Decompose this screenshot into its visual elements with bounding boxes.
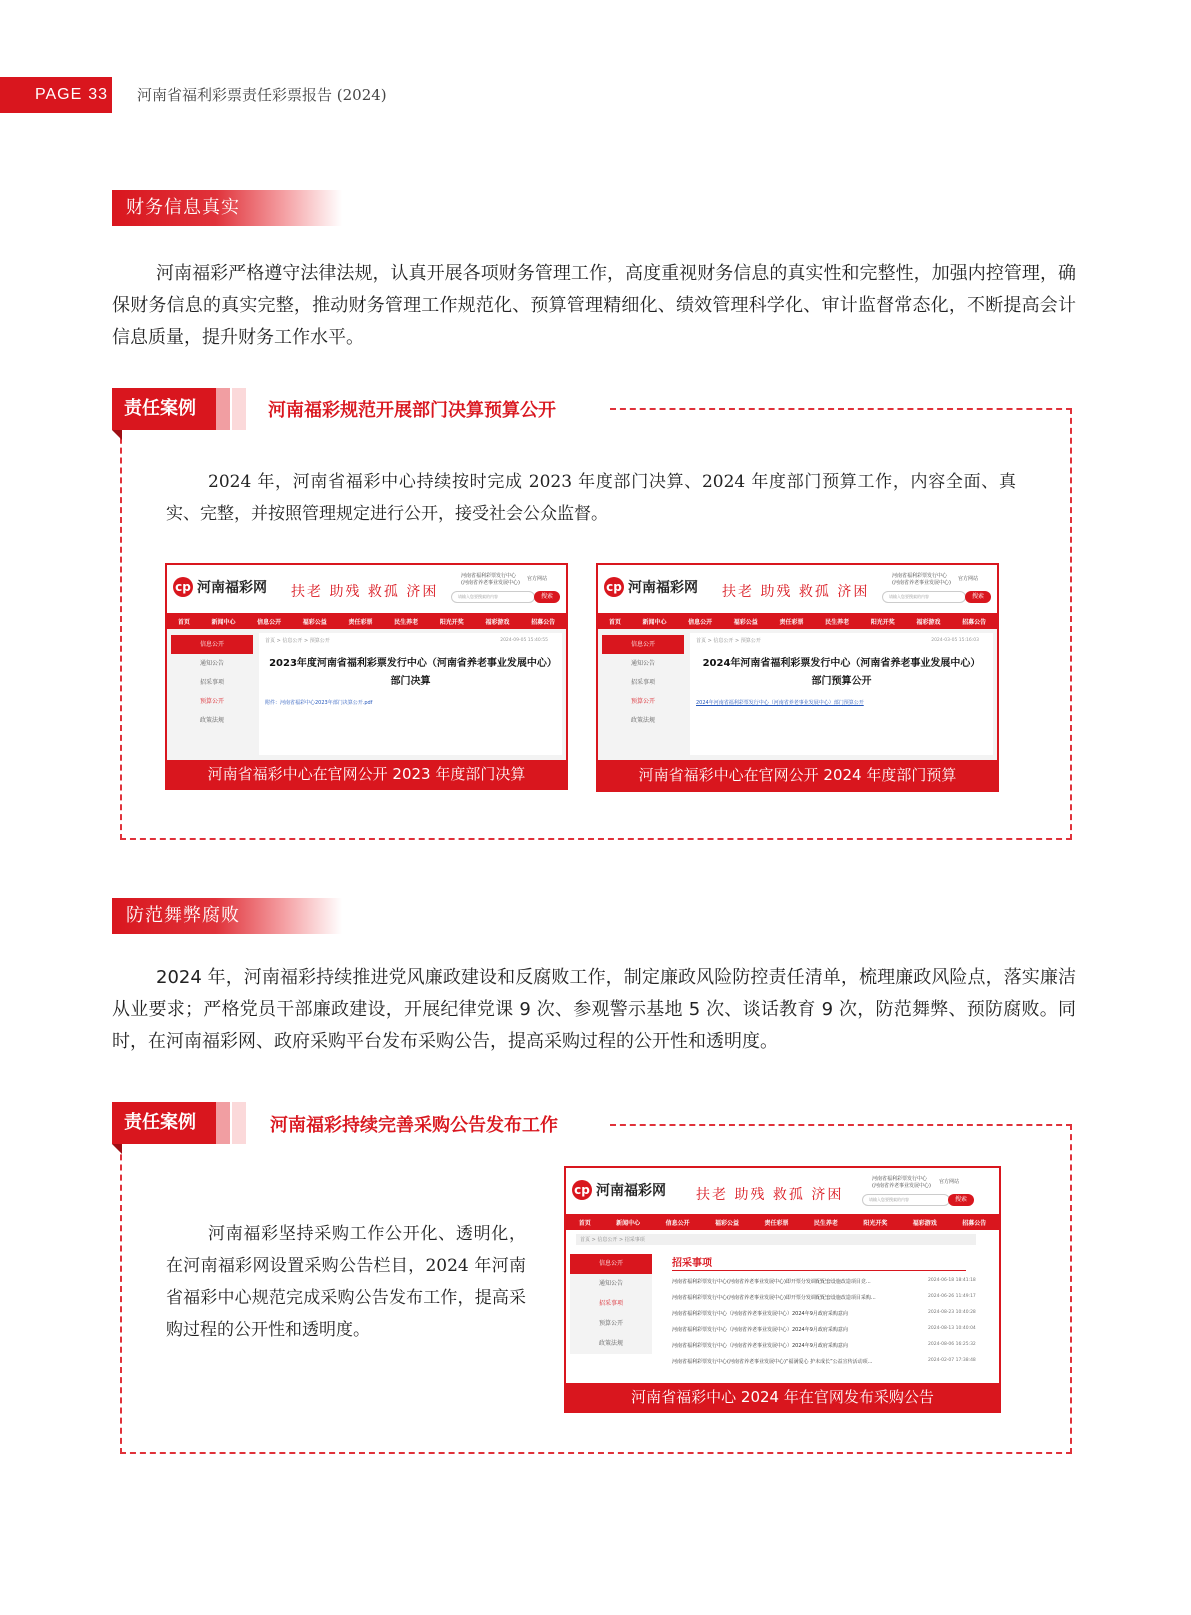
search-button[interactable]: 搜索 — [948, 1194, 974, 1206]
website-screenshot-procurement — [564, 1166, 1001, 1413]
nav-item[interactable]: 招募公告 — [962, 1219, 987, 1227]
nav-item[interactable]: 阳光开奖 — [870, 618, 895, 626]
list-item-date: 2024-08-06 16:25:32 — [928, 1342, 976, 1347]
list-item-date: 2024-08-23 10:40:28 — [928, 1310, 976, 1315]
nav-item[interactable]: 首页 — [608, 618, 621, 626]
figure-caption: 河南省福彩中心 2024 年在官网发布采购公告 — [566, 1383, 999, 1411]
side-item[interactable]: 预算公开 — [630, 698, 655, 705]
nav-item[interactable]: 招募公告 — [531, 618, 556, 626]
site-org — [872, 1176, 931, 1190]
side-item[interactable]: 招采事项 — [598, 1300, 623, 1307]
page-label: PAGE — [35, 86, 83, 103]
side-item[interactable]: 通知公告 — [630, 660, 655, 667]
site-name: 河南福彩网 — [596, 1183, 666, 1199]
section-heading-finance: 财务信息真实 — [112, 190, 342, 226]
site-nav — [167, 613, 566, 629]
site-logo — [604, 577, 698, 597]
case-box-top-border — [610, 408, 1072, 410]
fucai-logo-icon: cp — [173, 577, 193, 597]
list-item-date: 2024-06-18 18:41:18 — [928, 1278, 976, 1283]
list-item-date: 2024-06-26 11:49:17 — [928, 1294, 976, 1299]
nav-item[interactable]: 责任彩票 — [779, 618, 804, 626]
nav-item[interactable]: 新闻中心 — [616, 1219, 641, 1227]
site-body — [566, 1230, 999, 1383]
nav-item[interactable]: 福彩游戏 — [485, 618, 510, 626]
side-item[interactable]: 预算公开 — [598, 1320, 623, 1327]
site-official: 官方网站 — [958, 576, 979, 582]
section-paragraph-anticorruption: 2024 年，河南福彩持续推进党风廉政建设和反腐败工作，制定廉政风险防控责任清单，梳理廉政风险点，落实廉洁从业要求；严格党员干部廉政建设，开展纪律党课 9 次、参观警示基地 5 次、谈话教育 9 次，防范舞弊、预防腐败。同时，在河南福彩网、政府采购平台发布采购公告，提高采购过程的公开性和透明度。 — [112, 967, 1076, 1052]
side-item[interactable]: 政策法规 — [199, 717, 224, 724]
nav-item[interactable]: 责任彩票 — [348, 618, 373, 626]
site-logo — [173, 577, 267, 597]
side-item[interactable]: 通知公告 — [598, 1280, 623, 1287]
site-name: 河南福彩网 — [628, 580, 698, 596]
nav-item[interactable]: 民生养老 — [813, 1219, 838, 1227]
nav-item[interactable]: 福彩公益 — [715, 1219, 740, 1227]
site-nav — [598, 613, 997, 629]
side-item[interactable]: 预算公开 — [199, 698, 224, 705]
side-item[interactable]: 通知公告 — [199, 660, 224, 667]
nav-item[interactable]: 福彩游戏 — [916, 618, 941, 626]
site-body — [598, 629, 997, 762]
nav-item[interactable]: 新闻中心 — [211, 618, 236, 626]
org-line1: 河南省福利彩票发行中心 — [461, 573, 517, 579]
case-label-fold — [112, 430, 122, 440]
list-title: 招采事项 — [672, 1258, 712, 1269]
nav-item[interactable]: 信息公开 — [688, 618, 713, 626]
case-title-procurement: 河南福彩持续完善采购公告发布工作 — [270, 1115, 558, 1136]
nav-item[interactable]: 福彩游戏 — [912, 1219, 937, 1227]
site-header — [566, 1168, 999, 1214]
nav-item[interactable]: 信息公开 — [257, 618, 282, 626]
nav-item[interactable]: 招募公告 — [962, 618, 987, 626]
list-item-date: 2024-02-07 17:38:48 — [928, 1358, 976, 1363]
site-nav — [566, 1214, 999, 1230]
side-item[interactable]: 政策法规 — [598, 1340, 623, 1347]
site-name: 河南福彩网 — [197, 580, 267, 596]
doc-title: 2024年河南省福利彩票发行中心（河南省养老事业发展中心）部门预算公开 — [702, 658, 981, 687]
list-item[interactable]: 河南省福利彩票发行中心(河南省养老事业发展中心)“福满爱心 护未成长”公益宣传活动项... — [672, 1359, 873, 1365]
search-input[interactable]: 请输入您要搜索的内容 — [862, 1194, 950, 1206]
site-official: 官方网站 — [527, 576, 548, 582]
site-slogan: 扶老 助残 救孤 济困 — [722, 584, 870, 600]
site-slogan: 扶老 助残 救孤 济困 — [696, 1187, 844, 1203]
search-input[interactable]: 请输入您要搜索的内容 — [451, 591, 535, 603]
nav-item[interactable]: 首页 — [578, 1219, 591, 1227]
website-screenshot-2023-final-accounts — [165, 563, 568, 790]
search-button[interactable]: 搜索 — [965, 591, 991, 603]
list-item[interactable]: 河南省福利彩票发行中心（河南省养老事业发展中心）2024年9月政府采购意向 — [672, 1311, 848, 1317]
page-number-tab — [0, 77, 112, 113]
case-text-budget: 2024 年，河南省福彩中心持续按时完成 2023 年度部门决算、2024 年度部门预算工作，内容全面、真实、完整，并按照管理规定进行公开，接受社会公众监督。 — [166, 472, 1016, 524]
nav-item[interactable]: 民生养老 — [394, 618, 419, 626]
nav-item[interactable]: 福彩公益 — [733, 618, 758, 626]
site-slogan: 扶老 助残 救孤 济困 — [291, 584, 439, 600]
nav-item[interactable]: 民生养老 — [825, 618, 850, 626]
org-line2: (河南省养老事业发展中心) — [892, 580, 951, 586]
org-line2: (河南省养老事业发展中心) — [461, 580, 520, 586]
nav-item[interactable]: 新闻中心 — [642, 618, 667, 626]
case-label: 责任案例 — [112, 1102, 216, 1144]
figure-caption: 河南省福彩中心在官网公开 2023 年度部门决算 — [167, 760, 566, 788]
list-item[interactable]: 河南省福利彩票发行中心(河南省养老事业发展中心)即开票分发调配配套设施改造项目竞... — [672, 1279, 871, 1285]
org-line1: 河南省福利彩票发行中心 — [872, 1176, 928, 1182]
page-number: 33 — [88, 86, 109, 103]
breadcrumb: 首页 > 信息公开 > 预算公开 — [696, 638, 761, 644]
section-paragraph-finance: 河南福彩严格遵守法律法规，认真开展各项财务管理工作，高度重视财务信息的真实性和完整性，加强内控管理，确保财务信息的真实完整，推动财务管理工作规范化、预算管理精细化、绩效管理科学化、审计监督常态化，不断提高会计信息质量，提升财务工作水平。 — [112, 263, 1076, 348]
list-item[interactable]: 河南省福利彩票发行中心(河南省养老事业发展中心)即开票分发调配配套设施改造项目采购... — [672, 1295, 876, 1301]
site-org — [892, 573, 951, 587]
side-item[interactable]: 政策法规 — [630, 717, 655, 724]
site-sidebar — [171, 635, 253, 730]
site-sidebar — [570, 1254, 652, 1354]
org-line1: 河南省福利彩票发行中心 — [892, 573, 948, 579]
site-org — [461, 573, 520, 587]
post-date: 2024-09-05 15:40:55 — [500, 638, 548, 643]
attachment-link[interactable]: 附件：河南省福彩中心2023年部门决算公开.pdf — [265, 700, 373, 706]
report-title: 河南省福利彩票责任彩票报告 (2024) — [137, 86, 387, 104]
post-date: 2024-03-05 15:16:03 — [931, 638, 979, 643]
case-box-top-border — [610, 1124, 1072, 1126]
side-item[interactable]: 招采事项 — [630, 679, 655, 686]
nav-item[interactable]: 责任彩票 — [764, 1219, 789, 1227]
list-item[interactable]: 河南省福利彩票发行中心（河南省养老事业发展中心）2024年9月政府采购意向 — [672, 1327, 848, 1333]
fucai-logo-icon: cp — [604, 577, 624, 597]
case-title-budget: 河南福彩规范开展部门决算预算公开 — [268, 400, 556, 421]
side-item[interactable]: 招采事项 — [199, 679, 224, 686]
attachment-link[interactable]: 2024年河南省福利彩票发行中心（河南省养老事业发展中心）部门预算公开 — [696, 700, 864, 706]
side-item[interactable]: 信息公开 — [171, 635, 253, 654]
website-screenshot-2024-budget — [596, 563, 999, 792]
side-item[interactable]: 信息公开 — [570, 1254, 652, 1274]
site-header — [598, 565, 997, 613]
case-label: 责任案例 — [112, 388, 216, 430]
nav-item[interactable]: 信息公开 — [665, 1219, 690, 1227]
site-body — [167, 629, 566, 762]
site-official: 官方网站 — [939, 1179, 960, 1185]
figure-caption: 河南省福彩中心在官网公开 2024 年度部门预算 — [598, 760, 997, 790]
search-button[interactable]: 搜索 — [534, 591, 560, 603]
doc-title: 2023年度河南省福利彩票发行中心（河南省养老事业发展中心）部门决算 — [269, 658, 552, 687]
nav-item[interactable]: 阳光开奖 — [439, 618, 464, 626]
nav-item[interactable]: 首页 — [177, 618, 190, 626]
org-line2: (河南省养老事业发展中心) — [872, 1183, 931, 1189]
list-item[interactable]: 河南省福利彩票发行中心（河南省养老事业发展中心）2024年9月政府采购意向 — [672, 1343, 848, 1349]
case-text-procurement: 河南福彩坚持采购工作公开化、透明化，在河南福彩网设置采购公告栏目，2024 年河南省福彩中心规范完成采购公告发布工作，提高采购过程的公开性和透明度。 — [166, 1224, 526, 1340]
search-input[interactable]: 请输入您要搜索的内容 — [882, 591, 966, 603]
list-title-underline — [672, 1270, 966, 1271]
site-logo — [572, 1180, 666, 1200]
nav-item[interactable]: 福彩公益 — [302, 618, 327, 626]
site-header — [167, 565, 566, 613]
list-item-date: 2024-08-13 10:40:04 — [928, 1326, 976, 1331]
nav-item[interactable]: 阳光开奖 — [863, 1219, 888, 1227]
fucai-logo-icon: cp — [572, 1180, 592, 1200]
breadcrumb: 首页 > 信息公开 > 预算公开 — [265, 638, 330, 644]
side-item[interactable]: 信息公开 — [602, 635, 684, 654]
site-content — [690, 633, 993, 755]
section-heading-anticorruption: 防范舞弊腐败 — [112, 898, 342, 934]
breadcrumb: 首页 > 信息公开 > 招采事项 — [576, 1234, 976, 1245]
site-content — [259, 633, 562, 755]
site-sidebar — [602, 635, 684, 730]
case-label-fold — [112, 1144, 122, 1154]
